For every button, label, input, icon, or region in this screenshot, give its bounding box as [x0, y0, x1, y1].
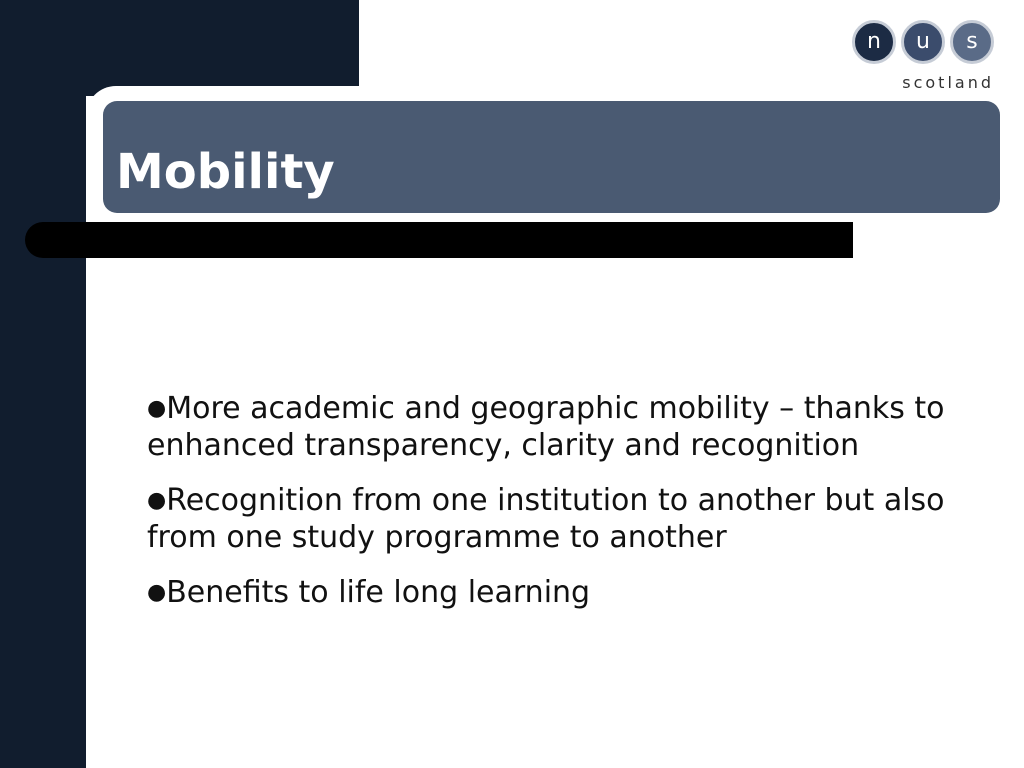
top-dark-block	[0, 0, 359, 96]
logo-circle-s: s	[950, 20, 994, 64]
slide-title: Mobility	[116, 144, 335, 200]
logo-subtitle: scotland	[902, 73, 994, 92]
bullet-item	[147, 482, 997, 556]
bullet-marker: ●	[147, 580, 167, 605]
logo-circles	[852, 20, 994, 64]
logo-circle-u: u	[901, 20, 945, 64]
left-sidebar-panel	[0, 0, 86, 768]
bullet-marker: ●	[147, 488, 167, 513]
bullet-text: Benefits to life long learning	[166, 575, 591, 610]
bullet-text: More academic and geographic mobility – thanks to enhanced transparency, clarity and recognition	[147, 391, 945, 463]
accent-bar	[25, 222, 853, 258]
nus-scotland-logo	[852, 20, 994, 96]
bullet-marker: ●	[147, 396, 167, 421]
logo-circle-n: n	[852, 20, 896, 64]
bullet-item	[147, 390, 997, 464]
bullet-text: Recognition from one institution to another but also from one study programme to another	[147, 483, 945, 555]
bullet-list	[147, 390, 997, 629]
bullet-item	[147, 574, 997, 611]
